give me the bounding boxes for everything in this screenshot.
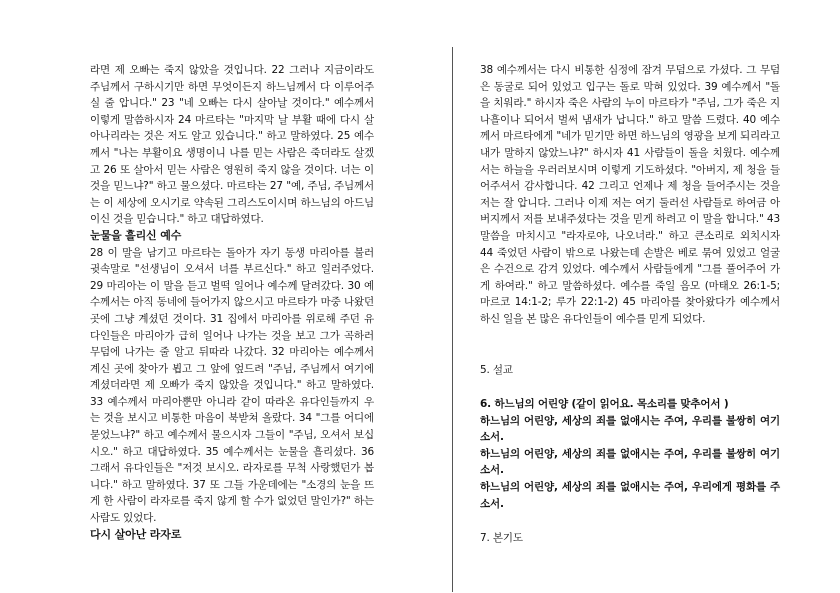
section-collect-prayer: 7. 본기도 <box>480 532 523 545</box>
agnus-dei-line-2: 하느님의 어린양, 세상의 죄를 없애시는 주여, 우리를 불쌍히 여기소서. <box>480 447 780 477</box>
subheading-lazarus-raised: 다시 살아난 라자로 <box>90 527 182 541</box>
subheading-weeping-jesus: 눈물을 흘리신 예수 <box>90 228 182 242</box>
right-paragraph-1: 38 예수께서는 다시 비통한 심정에 잠겨 무덤으로 가셨다. 그 무덤은 동굴로 되어 있었고 입구는 돌로 막혀 있었다. 39 예수께서 "돌을 치워라." 하시자 죽은 사람의 누이 마르타가 "주님, 그가 죽은 지 나흘이나 되어서 벌써 냄새가 납니다." 하고 말씀 드렸다. 40 예수께서 마르타에게 "네가 믿기만 하면 하느님의 영광을 보게 되리라고 내가 말하지 않았느냐?" 하시자 41 사람들이 돌을 치웠다. 예수께서는 하늘을 우러러보시며 이렇게 기도하셨다. "아버지, 제 청을 들어주셔서 감사합니다. 42 그리고 언제나 제 청을 들어주시는 것을 저는 잘 압니다. 그러나 이제 저는 여기 둘러선 사람들로 하여금 아버지께서 저를 보내주셨다는 것을 믿게 하려고 이 말을 합니다." 43 말씀을 마치시고 "라자로야, 나오너라." 하고 큰소리로 외치시자 44 죽었던 사람이 밖으로 나왔는데 손발은 베로 묶여 있었고 얼굴은 수건으로 감겨 있었다. 예수께서 사람들에게 "그를 풀어주어 가게 하여라." 하고 말씀하셨다. 예수를 죽일 음모 (마태오 26:1-5; 마르코 14:1-2; 루가 22:1-2) 45 마리아를 찾아왔다가 예수께서 하신 일을 본 많은 유다인들이 예수를 믿게 되었다. <box>480 64 780 325</box>
right-column <box>480 62 780 547</box>
left-column <box>90 62 374 543</box>
section-sermon: 5. 설교 <box>480 363 513 376</box>
section-lamb-of-god: 6. 하느님의 어린양 (같이 읽어요. 목소리를 맞추어서 ) <box>480 398 729 411</box>
left-paragraph-2: 28 이 말을 남기고 마르타는 돌아가 자기 동생 마리아를 불러 귓속말로 "선생님이 오셔서 너를 부르신다." 하고 일러주었다. 29 마리아는 이 말을 듣고 벌떡 일어나 예수께 달려갔다. 30 예수께서는 아직 동네에 들어가지 않으시고 마르타가 마중 나왔던 곳에 그냥 계셨던 것이다. 31 집에서 마리아를 위로해 주던 유다인들은 마리아가 급히 일어나 나가는 것을 보고 그가 곡하러 무덤에 나가는 줄 알고 뒤따라 나갔다. 32 마리아는 예수께서 계신 곳에 찾아가 뵙고 그 앞에 엎드려 "주님, 주님께서 여기에 계셨더라면 제 오빠가 죽지 않았을 것입니다." 하고 말하였다. 33 예수께서 마리아뿐만 아니라 같이 따라온 유다인들까지 우는 것을 보시고 비통한 마음이 북받쳐 올랐다. 34 "그를 어디에 묻었느냐?" 하고 예수께서 물으시자 그들이 "주님, 오셔서 보십시오." 하고 대답하였다. 35 예수께서는 눈물을 흘리셨다. 36 그래서 유다인들은 "저것 보시오. 라자로를 무척 사랑했던가 봅니다." 하고 말하였다. 37 또 그들 가운데에는 "소경의 눈을 뜨게 한 사람이 라자로를 죽지 않게 할 수가 없었던 말인가?" 하는 사람도 있었다. <box>90 246 374 525</box>
left-paragraph-1: 라면 제 오빠는 죽지 않았을 것입니다. 22 그러나 지금이라도 주님께서 구하시기만 하면 무엇이든지 하느님께서 다 이루어주실 줄 압니다." 23 "네 오빠는 다시 살아날 것이다." 예수께서 이렇게 말씀하시자 24 마르타는 "마지막 날 부활 때에 다시 살아나리라는 것은 저도 알고 있습니다." 하고 말하였다. 25 예수께서 "나는 부활이요 생명이니 나를 믿는 사람은 죽더라도 살겠고 26 또 살아서 믿는 사람은 영원히 죽지 않을 것이다. 너는 이것을 믿느냐?" 하고 물으셨다. 마르타는 27 "예, 주님, 주님께서는 이 세상에 오시기로 약속된 그리스도이시며 하느님의 아드님이신 것을 믿습니다." 하고 대답하였다. <box>90 64 374 226</box>
agnus-dei-line-1: 하느님의 어린양, 세상의 죄를 없애시는 주여, 우리를 불쌍히 여기소서. <box>480 414 780 444</box>
agnus-dei-line-3: 하느님의 어린양, 세상의 죄를 없애시는 주여, 우리에게 평화를 주소서. <box>480 481 780 510</box>
column-divider <box>452 47 453 592</box>
